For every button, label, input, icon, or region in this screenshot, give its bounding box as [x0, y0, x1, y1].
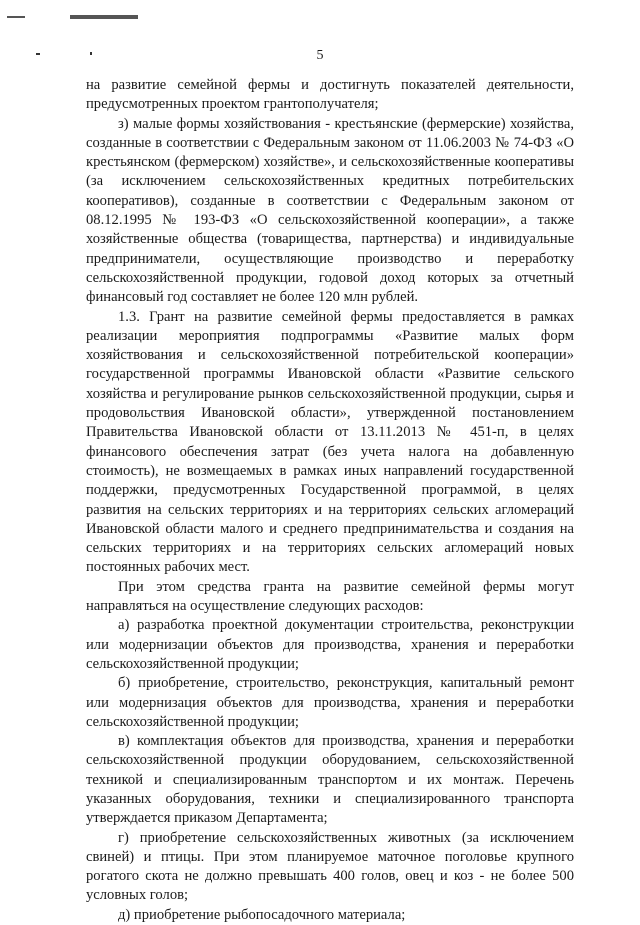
- page-number: 5: [316, 48, 324, 63]
- paragraph-expenses-intro: При этом средства гранта на развитие семейной фермы могут направляться на осуществление следующих расходов:: [86, 578, 574, 615]
- list-item-v: в) комплектация объектов для производства, хранения и переработки сельскохозяйственной продукции оборудованием, сельскохозяйственной техникой и специализированным транспортом и их монтаж. Перечень указанных оборудования, техники и специализированного транспорта утверждается приказом Департамента;: [86, 733, 574, 827]
- document-body: [86, 76, 574, 925]
- scan-artifact-header: [70, 15, 138, 19]
- list-item-a: а) разработка проектной документации строительства, реконструкции или модернизации объектов для производства, хранения и переработки сельскохозяйственной продукции;: [86, 617, 574, 672]
- list-item-d: д) приобретение рыбопосадочного материала;: [118, 906, 406, 923]
- paragraph-definition-z: з) малые формы хозяйствования - крестьянские (фермерские) хозяйства, созданные в соответствии с Федеральным законом от 11.06.2003 № 74-ФЗ «О крестьянском (фермерском) хозяйстве», и сельскохозяйственные кооперативы (за исключением сельскохозяйственных кредитных потребительских кооперативов), созданные в соответствии с Федеральным законом от 08.12.1995 № 193-ФЗ «О сельскохозяйственной кооперации», а также хозяйственные общества (товарищества, партнерства) и индивидуальные предприниматели, осуществляющие производство и переработку сельскохозяйственной продукции, годовой доход которых за отчетный финансовый год составляет не более 120 млн рублей.: [86, 115, 574, 306]
- paragraph-section-1-3: 1.3. Грант на развитие семейной фермы предоставляется в рамках реализации мероприятия подпрограммы «Развитие малых форм хозяйствования и сельскохозяйственной потребительской кооперации» государственной программы Ивановской области «Развитие сельского хозяйства и регулирование рынков сельскохозяйственной продукции, сырья и продовольствия Ивановской области», утвержденной постановлением Правительства Ивановской области от 13.11.2013 № 451-п, в целях финансового обеспечения затрат (без учета налога на добавленную стоимость), не возмещаемых в рамках иных направлений государственной поддержки, предусмотренных Государственной программой, в целях развития на сельских территориях и на территориях сельских агломераций Ивановской области малого и среднего предпринимательства и создания на сельских территориях и на территориях сельских агломераций новых постоянных рабочих мест.: [86, 308, 574, 576]
- list-item-b: б) приобретение, строительство, реконструкция, капитальный ремонт или модернизация объектов для производства, хранения и переработки сельскохозяйственной продукции;: [86, 675, 574, 730]
- paragraph-continuation: на развитие семейной фермы и достигнуть показателей деятельности, предусмотренных проектом грантополучателя;: [86, 77, 574, 113]
- scan-artifact-left: [7, 16, 25, 18]
- list-item-g: г) приобретение сельскохозяйственных животных (за исключением свиней) и птицы. При этом планируемое маточное поголовье крупного рогатого скота не должно превышать 400 голов, овец и коз - не более 500 условных голов;: [86, 829, 574, 904]
